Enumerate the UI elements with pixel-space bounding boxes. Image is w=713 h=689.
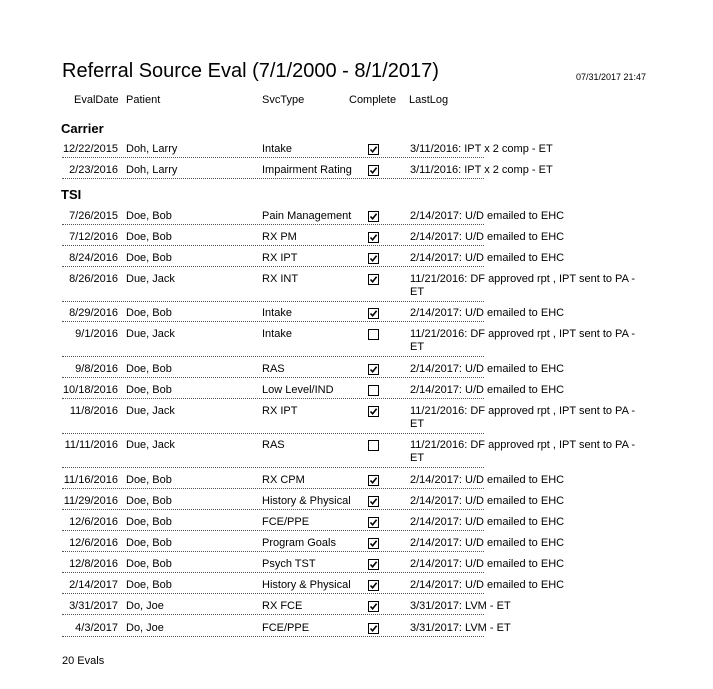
eval-date: 2/23/2016 bbox=[69, 164, 118, 176]
last-log: 2/14/2017: U/D emailed to EHC bbox=[410, 474, 565, 486]
last-log: 2/14/2017: U/D emailed to EHC bbox=[410, 231, 565, 243]
service-type: Program Goals bbox=[262, 537, 336, 549]
row-dotted-leader bbox=[62, 301, 484, 302]
patient-name: Due, Jack bbox=[126, 273, 175, 285]
patient-name: Doe, Bob bbox=[126, 495, 172, 507]
eval-date: 7/12/2016 bbox=[69, 231, 118, 243]
eval-date: 8/24/2016 bbox=[69, 252, 118, 264]
service-type: RX IPT bbox=[262, 252, 298, 264]
patient-name: Doe, Bob bbox=[126, 384, 172, 396]
patient-name: Doe, Bob bbox=[126, 558, 172, 570]
column-header-patient: Patient bbox=[126, 94, 161, 106]
patient-name: Doe, Bob bbox=[126, 252, 172, 264]
last-log: 2/14/2017: U/D emailed to EHC bbox=[410, 210, 565, 222]
complete-checkbox[interactable] bbox=[368, 165, 379, 176]
eval-date: 11/11/2016 bbox=[64, 439, 118, 451]
last-log: 2/14/2017: U/D emailed to EHC bbox=[410, 495, 565, 507]
complete-checkbox[interactable] bbox=[368, 364, 379, 375]
complete-checkbox[interactable] bbox=[368, 623, 379, 634]
last-log: 3/11/2016: IPT x 2 comp - ET bbox=[410, 164, 553, 176]
last-log: 3/11/2016: IPT x 2 comp - ET bbox=[410, 143, 553, 155]
row-dotted-leader bbox=[62, 266, 484, 267]
eval-date: 3/31/2017 bbox=[69, 600, 118, 612]
row-dotted-leader bbox=[62, 321, 484, 322]
row-dotted-leader bbox=[62, 593, 484, 594]
service-type: FCE/PPE bbox=[262, 622, 310, 634]
eval-date: 11/16/2016 bbox=[63, 474, 118, 486]
service-type: Impairment Rating bbox=[262, 164, 352, 176]
complete-checkbox[interactable] bbox=[368, 329, 379, 340]
row-dotted-leader bbox=[62, 572, 484, 573]
service-type: Intake bbox=[262, 143, 292, 155]
last-log: 2/14/2017: U/D emailed to EHC bbox=[410, 537, 565, 549]
eval-date: 10/18/2016 bbox=[62, 384, 118, 396]
patient-name: Doe, Bob bbox=[126, 474, 172, 486]
complete-checkbox[interactable] bbox=[368, 385, 379, 396]
row-dotted-leader bbox=[62, 530, 484, 531]
last-log: 2/14/2017: U/D emailed to EHC bbox=[410, 363, 565, 375]
complete-checkbox[interactable] bbox=[368, 232, 379, 243]
row-dotted-leader bbox=[62, 377, 484, 378]
eval-date: 11/29/2016 bbox=[63, 495, 118, 507]
complete-checkbox[interactable] bbox=[368, 496, 379, 507]
complete-checkbox[interactable] bbox=[368, 601, 379, 612]
last-log: 2/14/2017: U/D emailed to EHC bbox=[410, 516, 565, 528]
complete-checkbox[interactable] bbox=[368, 440, 379, 451]
service-type: FCE/PPE bbox=[262, 516, 310, 528]
last-log: 2/14/2017: U/D emailed to EHC bbox=[410, 252, 565, 264]
last-log: 11/21/2016: DF approved rpt , IPT sent to PA - ET bbox=[410, 405, 636, 430]
service-type: Intake bbox=[262, 328, 292, 340]
complete-checkbox[interactable] bbox=[368, 211, 379, 222]
eval-date: 2/14/2017 bbox=[69, 579, 118, 591]
eval-date: 9/1/2016 bbox=[75, 328, 118, 340]
service-type: History & Physical bbox=[262, 579, 351, 591]
row-dotted-leader bbox=[62, 157, 484, 158]
service-type: RX CPM bbox=[262, 474, 305, 486]
row-dotted-leader bbox=[62, 398, 484, 399]
last-log: 3/31/2017: LVM - ET bbox=[410, 622, 511, 634]
row-dotted-leader bbox=[62, 488, 484, 489]
service-type: Pain Management bbox=[262, 210, 352, 222]
row-dotted-leader bbox=[62, 614, 484, 615]
service-type: Psych TST bbox=[262, 558, 316, 570]
last-log: 11/21/2016: DF approved rpt , IPT sent to PA - ET bbox=[410, 328, 636, 353]
column-header-svctype: SvcType bbox=[262, 94, 305, 106]
last-log: 2/14/2017: U/D emailed to EHC bbox=[410, 579, 565, 591]
service-type: RX FCE bbox=[262, 600, 303, 612]
complete-checkbox[interactable] bbox=[368, 475, 379, 486]
service-type: RAS bbox=[262, 363, 285, 375]
service-type: History & Physical bbox=[262, 495, 351, 507]
eval-date: 11/8/2016 bbox=[69, 405, 118, 417]
row-dotted-leader bbox=[62, 636, 484, 637]
patient-name: Doe, Bob bbox=[126, 363, 172, 375]
eval-date: 9/8/2016 bbox=[75, 363, 118, 375]
complete-checkbox[interactable] bbox=[368, 517, 379, 528]
eval-date: 12/8/2016 bbox=[69, 558, 118, 570]
report-title: Referral Source Eval (7/1/2000 - 8/1/2017) bbox=[62, 60, 439, 82]
service-type: RX INT bbox=[262, 273, 299, 285]
complete-checkbox[interactable] bbox=[368, 274, 379, 285]
complete-checkbox[interactable] bbox=[368, 559, 379, 570]
patient-name: Do, Joe bbox=[126, 622, 164, 634]
last-log: 2/14/2017: U/D emailed to EHC bbox=[410, 384, 565, 396]
eval-date: 12/6/2016 bbox=[69, 516, 118, 528]
row-dotted-leader bbox=[62, 224, 484, 225]
row-dotted-leader bbox=[62, 551, 484, 552]
patient-name: Doe, Bob bbox=[126, 537, 172, 549]
eval-date: 12/22/2015 bbox=[62, 143, 118, 155]
patient-name: Doe, Bob bbox=[126, 210, 172, 222]
last-log: 2/14/2017: U/D emailed to EHC bbox=[410, 307, 565, 319]
last-log: 3/31/2017: LVM - ET bbox=[410, 600, 511, 612]
patient-name: Doh, Larry bbox=[126, 164, 178, 176]
row-dotted-leader bbox=[62, 356, 484, 357]
group-header: Carrier bbox=[61, 121, 104, 136]
last-log: 11/21/2016: DF approved rpt , IPT sent to PA - ET bbox=[410, 273, 636, 298]
last-log: 2/14/2017: U/D emailed to EHC bbox=[410, 558, 565, 570]
eval-date: 12/6/2016 bbox=[69, 537, 118, 549]
patient-name: Due, Jack bbox=[126, 328, 175, 340]
eval-date: 7/26/2015 bbox=[69, 210, 118, 222]
complete-checkbox[interactable] bbox=[368, 580, 379, 591]
service-type: Intake bbox=[262, 307, 292, 319]
eval-date: 8/26/2016 bbox=[69, 273, 118, 285]
printed-timestamp: 07/31/2017 21:47 bbox=[576, 72, 647, 82]
patient-name: Do, Joe bbox=[126, 600, 164, 612]
patient-name: Doh, Larry bbox=[126, 143, 178, 155]
eval-date: 8/29/2016 bbox=[69, 307, 118, 319]
complete-checkbox[interactable] bbox=[368, 144, 379, 155]
row-dotted-leader bbox=[62, 433, 484, 434]
service-type: Low Level/IND bbox=[262, 384, 334, 396]
row-dotted-leader bbox=[62, 245, 484, 246]
column-header-complete: Complete bbox=[349, 94, 397, 106]
patient-name: Due, Jack bbox=[126, 405, 175, 417]
column-header-evaldate: EvalDate bbox=[74, 94, 119, 106]
row-dotted-leader bbox=[62, 509, 484, 510]
patient-name: Doe, Bob bbox=[126, 307, 172, 319]
patient-name: Doe, Bob bbox=[126, 516, 172, 528]
complete-checkbox[interactable] bbox=[368, 308, 379, 319]
service-type: RAS bbox=[262, 439, 285, 451]
group-header: TSI bbox=[61, 187, 82, 202]
patient-name: Doe, Bob bbox=[126, 231, 172, 243]
complete-checkbox[interactable] bbox=[368, 538, 379, 549]
service-type: RX PM bbox=[262, 231, 297, 243]
column-header-lastlog: LastLog bbox=[409, 94, 449, 106]
row-dotted-leader bbox=[62, 178, 484, 179]
complete-checkbox[interactable] bbox=[368, 406, 379, 417]
eval-count: 20 Evals bbox=[62, 655, 105, 667]
last-log: 11/21/2016: DF approved rpt , IPT sent to PA - ET bbox=[410, 439, 636, 464]
service-type: RX IPT bbox=[262, 405, 298, 417]
complete-checkbox[interactable] bbox=[368, 253, 379, 264]
eval-date: 4/3/2017 bbox=[75, 622, 118, 634]
patient-name: Doe, Bob bbox=[126, 579, 172, 591]
patient-name: Due, Jack bbox=[126, 439, 175, 451]
row-dotted-leader bbox=[62, 467, 484, 468]
